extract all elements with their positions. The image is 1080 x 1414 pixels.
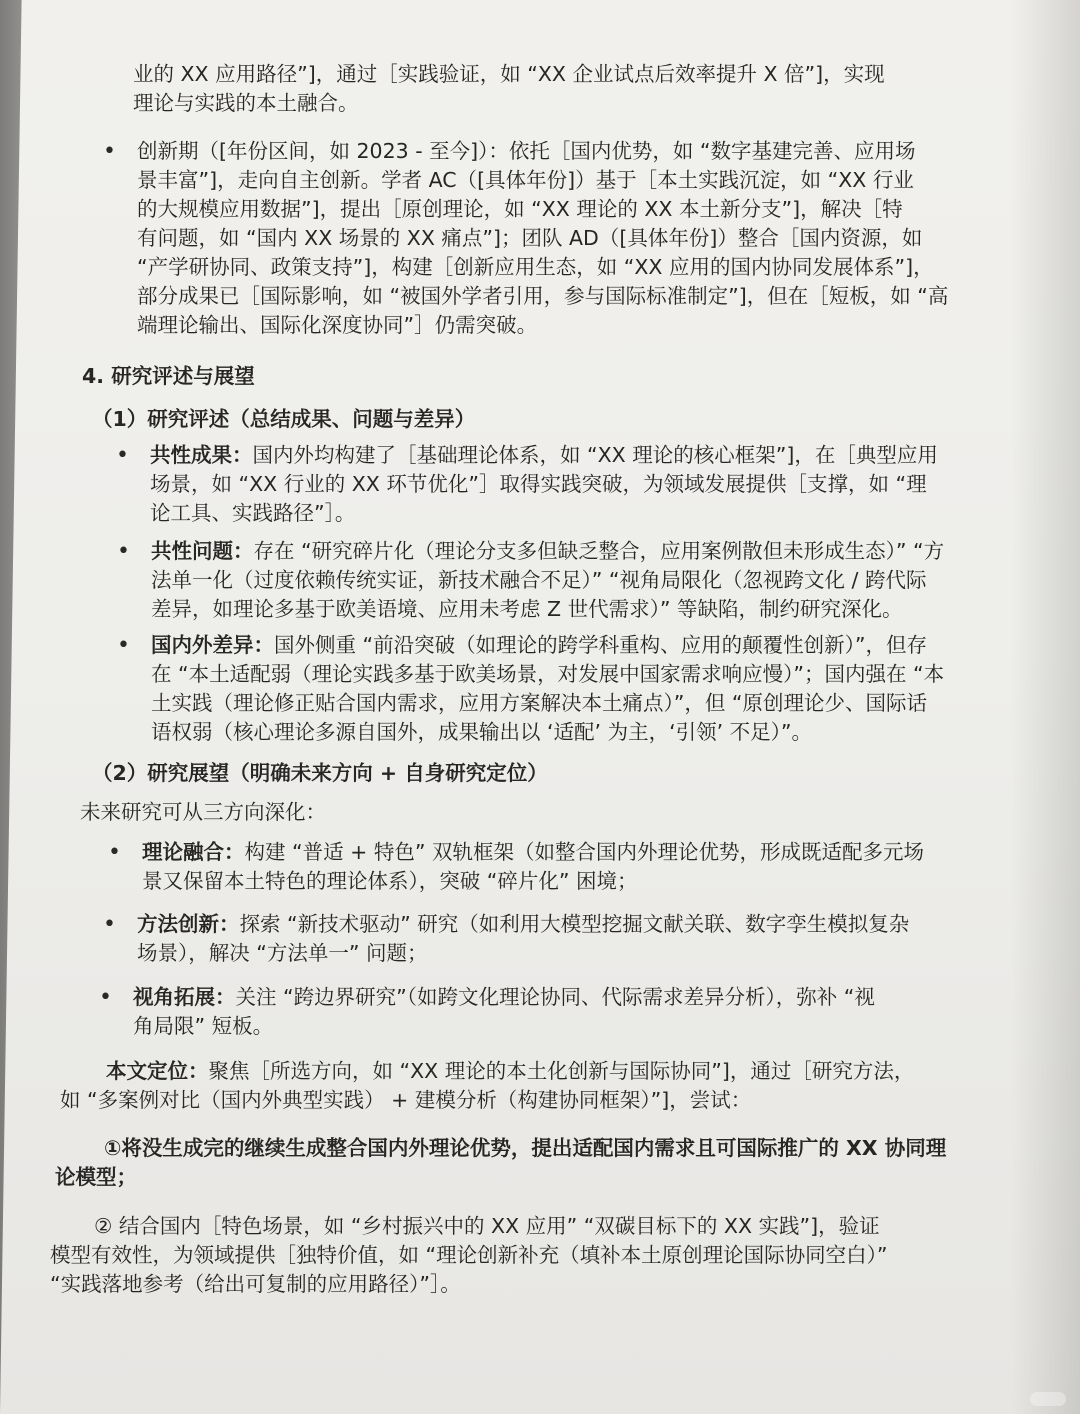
item-label: 视角拓展： [133, 985, 236, 1009]
section-heading: 4. 研究评述与展望 [82, 364, 255, 388]
text-line: 聚焦［所选方向，如 “XX 理论的本土化创新与国际协同”]，通过［研究方法， [208, 1059, 915, 1083]
domestic-foreign-diff-item [151, 631, 944, 747]
text-line: ② 结合国内［特色场景，如 “乡村振兴中的 XX 应用” “双碳目标下的 XX 实践”]，验证 [94, 1214, 880, 1238]
watermark-badge [1030, 1392, 1066, 1406]
method-innovation-item [137, 910, 909, 968]
perspective-expansion-item [133, 983, 875, 1041]
text-line: • 创新期（[年份区间，如 2023 - 至今]）：依托［国内优势，如 “数字基建完善、应用场 [137, 139, 916, 163]
text-line: 构建 “普适 + 特色” 双轨框架（如整合国内外理论优势，形成既适配多元场 [244, 840, 924, 864]
text-line: 理论与实践的本土融合。 [133, 91, 359, 115]
text-line: 有问题，如 “国内 XX 场景的 XX 痛点”]；团队 AD（[具体年份]）整合［国内资源，如 [137, 226, 923, 250]
item-label: 共性问题： [151, 539, 254, 563]
text-line: 端理论输出、国际化深度协同”］仍需突破。 [137, 313, 538, 337]
text-line: 角局限” 短板。 [133, 1014, 274, 1038]
text-line: ①将没生成完的继续生成整合国内外理论优势，提出适配国内需求且可国际推广的 XX 协同理 [104, 1136, 947, 1160]
common-problems-item [151, 537, 944, 624]
text-line: 差异，如理论多基于欧美语境、应用未考虑 Z 世代需求）” 等缺陷，制约研究深化。 [151, 597, 903, 621]
text-line: 语权弱（核心理论多源自国外，成果输出以 ‘适配’ 为主，‘引领’ 不足）”。 [151, 720, 812, 744]
item-label: 理论融合： [142, 840, 245, 864]
theory-fusion-item [142, 838, 924, 896]
positioning-paragraph [60, 1057, 914, 1115]
innovation-period-item [137, 137, 948, 340]
text-line: 法单一化（过度依赖传统实证，新技术融合不足）” “视角局限化（忽视跨文化 / 跨代际 [151, 568, 927, 592]
text-line: 业的 XX 应用路径”]，通过［实践验证，如 “XX 企业试点后效率提升 X 倍”]，实现 [133, 62, 885, 86]
text-line: 存在 “研究碎片化（理论分支多但缺乏整合，应用案例散但未形成生态）” “方 [253, 539, 945, 563]
item-label: 方法创新： [137, 912, 240, 936]
common-achievements-item [150, 441, 938, 528]
text-line: 部分成果已［国际影响，如 “被国外学者引用，参与国际标准制定”]，但在［短板，如 “高 [137, 284, 949, 308]
text-line: 国内外均构建了［基础理论体系，如 “XX 理论的核心框架”]，在［典型应用 [252, 443, 938, 467]
text-line: “产学研协同、政策支持”]，构建［创新应用生态，如 “XX 应用的国内协同发展体系”]， [137, 255, 934, 279]
item-label: 共性成果： [150, 443, 253, 467]
text-line: 景又保留本土特色的理论体系），突破 “碎片化” 困境； [142, 869, 638, 893]
point-one-paragraph [55, 1134, 946, 1192]
continuation-paragraph [133, 60, 885, 118]
text-line: 论模型； [55, 1165, 137, 1189]
text-line: “实践落地参考（给出可复制的应用路径）”］。 [50, 1272, 461, 1296]
text-line: 土实践（理论修正贴合国内需求，应用方案解决本土痛点）”，但 “原创理论少、国际话 [151, 691, 928, 715]
text-line: 探索 “新技术驱动” 研究（如利用大模型挖掘文献关联、数字孪生模拟复杂 [239, 912, 910, 936]
item-label: 国内外差异： [151, 633, 274, 657]
text-line: 模型有效性，为领域提供［独特价值，如 “理论创新补充（填补本土原创理论国际协同空白）” [50, 1243, 888, 1267]
point-two-paragraph [50, 1212, 888, 1299]
text-line: 场景，如 “XX 行业的 XX 环节优化”］取得实践突破，为领域发展提供［支撑，如 “理 [150, 472, 927, 496]
text-line: 如 “多案例对比（国内外典型实践） + 建模分析（构建协同框架）”]，尝试： [60, 1088, 752, 1112]
text-line: 论工具、实践路径”］。 [150, 501, 356, 525]
text-line: 的大规模应用数据”]，提出［原创理论，如 “XX 理论的 XX 本土新分支”]，解决［特 [137, 197, 903, 221]
text-line: 场景），解决 “方法单一” 问题； [137, 941, 428, 965]
subsection-heading: （2）研究展望（明确未来方向 + 自身研究定位） [92, 761, 548, 785]
text-line: 国外侧重 “前沿突破（如理论的跨学科重构、应用的颠覆性创新）”，但存 [274, 633, 928, 657]
text-line: 在 “本土适配弱（理论实践多基于欧美场景，对发展中国家需求响应慢）”；国内强在 “本 [151, 662, 945, 686]
subsection-heading: （1）研究评述（总结成果、问题与差异） [92, 407, 476, 431]
text-line: 景丰富”]，走向自主创新。学者 AC（[具体年份]）基于［本土实践沉淀，如 “XX 行业 [137, 168, 914, 192]
item-label: 本文定位： [106, 1059, 209, 1083]
text-line: 关注 “跨边界研究”（如跨文化理论协同、代际需求差异分析），弥补 “视 [235, 985, 875, 1009]
outlook-intro: 未来研究可从三方向深化： [80, 800, 326, 824]
